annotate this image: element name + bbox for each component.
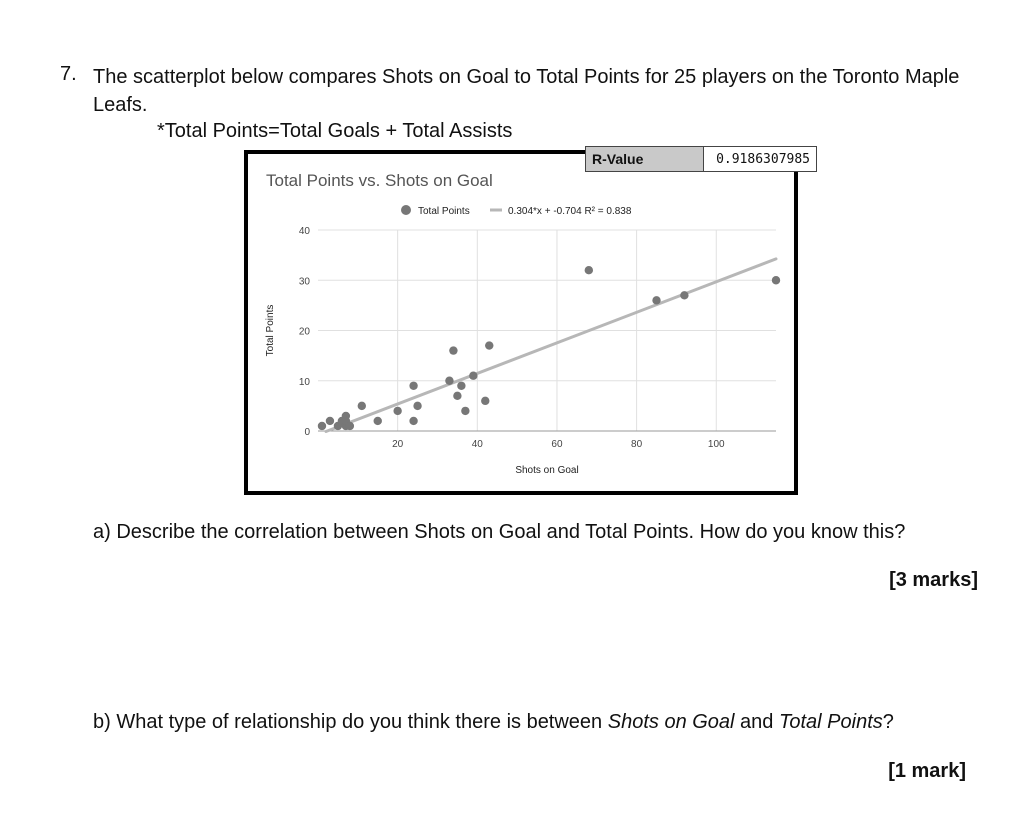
data-point [393, 407, 401, 415]
y-tick-label: 40 [298, 226, 310, 237]
x-axis-title: Shots on Goal [515, 465, 579, 476]
x-tick-label: 60 [551, 439, 563, 450]
part-a-marks: [3 marks] [889, 569, 978, 591]
x-tick-label: 20 [392, 439, 404, 450]
part-b-middle: and [734, 711, 779, 733]
legend-trend-label: 0.304*x + -0.704 R² = 0.838 [508, 206, 632, 217]
y-tick-label: 30 [298, 276, 310, 288]
data-point [680, 291, 688, 299]
question-note: *Total Points=Total Goals + Total Assists [157, 120, 513, 142]
scatter-chart [248, 154, 794, 491]
x-tick-label: 100 [707, 439, 725, 450]
chart-frame [244, 150, 798, 495]
y-axis-title: Total Points [265, 304, 276, 357]
x-tick-label: 40 [471, 439, 483, 450]
part-b-term1: Shots on Goal [607, 711, 735, 733]
legend-points-label: Total Points [418, 206, 470, 217]
data-point [358, 402, 366, 410]
y-tick-label: 10 [298, 376, 310, 388]
trendline [326, 259, 776, 432]
data-point [449, 346, 457, 354]
data-point [409, 417, 417, 425]
data-point [485, 341, 493, 349]
data-point [445, 377, 453, 385]
part-b-question [93, 711, 894, 734]
data-point [374, 417, 382, 425]
legend-point-marker [401, 205, 411, 215]
data-point [652, 296, 660, 304]
y-tick-label: 0 [304, 427, 310, 438]
rvalue-label: R-Value [586, 147, 704, 172]
data-point [772, 276, 780, 284]
part-b-marks: [1 mark] [888, 760, 966, 782]
data-point [409, 382, 417, 390]
rvalue-table [585, 146, 817, 172]
question-number: 7. [60, 63, 77, 85]
data-point [326, 417, 334, 425]
data-point [453, 392, 461, 400]
data-point [469, 372, 477, 380]
rvalue-value: 0.9186307985 [704, 147, 817, 172]
part-a-question: a) Describe the correlation between Shots on Goal and Total Points. How do you know this? [93, 521, 906, 543]
part-b-term2: Total Points [778, 711, 883, 733]
question-text: The scatterplot below compares Shots on Goal to Total Points for 25 players on the Toronto Maple Leafs. [93, 66, 960, 116]
data-point [346, 422, 354, 430]
part-b-suffix: ? [882, 711, 894, 733]
data-point [413, 402, 421, 410]
data-point [318, 422, 326, 430]
y-tick-label: 20 [298, 326, 310, 338]
part-b-prefix: b) What type of relationship do you think there is between [93, 711, 608, 733]
chart-title: Total Points vs. Shots on Goal [266, 171, 493, 190]
data-point [585, 266, 593, 274]
data-point [481, 397, 489, 405]
data-point [461, 407, 469, 415]
data-point [457, 382, 465, 390]
x-tick-label: 80 [631, 439, 643, 450]
